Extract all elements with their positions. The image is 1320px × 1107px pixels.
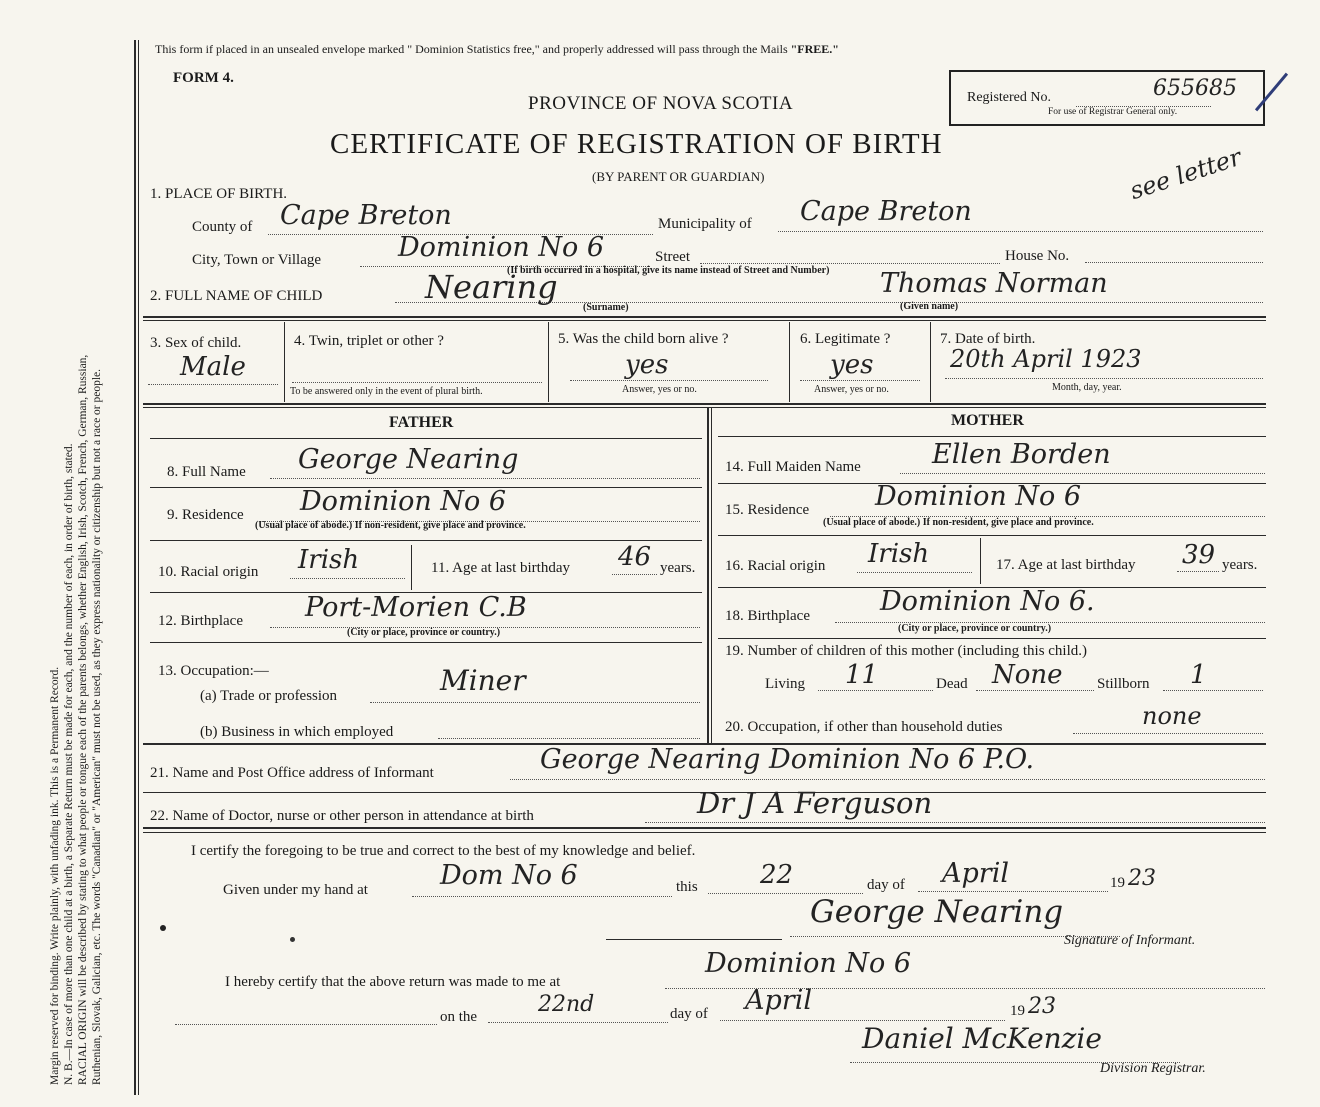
stillborn-label: Stillborn bbox=[1097, 676, 1150, 692]
living-value: 11 bbox=[845, 660, 879, 690]
informant-signature: George Nearing bbox=[810, 894, 1064, 930]
father-trade-label: (a) Trade or profession bbox=[200, 688, 338, 704]
municipality-label: Municipality of bbox=[658, 216, 752, 232]
return-made-label: I hereby certify that the above return was made to me at bbox=[225, 974, 561, 990]
father-racial-origin-value: Irish bbox=[298, 545, 360, 575]
margin-rule bbox=[134, 40, 136, 1095]
mother-age-label: 17. Age at last birthday bbox=[996, 557, 1136, 573]
father-birthplace-label: 12. Birthplace bbox=[158, 613, 243, 629]
given-year-prefix: 19 bbox=[1110, 875, 1125, 891]
father-racial-origin-label: 10. Racial origin bbox=[158, 564, 259, 580]
mother-years-label: years. bbox=[1222, 557, 1258, 573]
father-age-value: 46 bbox=[618, 542, 652, 572]
legitimate-label: 6. Legitimate ? bbox=[800, 331, 891, 347]
mother-name-value: Ellen Borden bbox=[932, 439, 1111, 470]
form-number: FORM 4. bbox=[173, 70, 234, 86]
father-trade-value: Miner bbox=[440, 664, 526, 697]
city-label: City, Town or Village bbox=[192, 252, 322, 268]
father-residence-label: 9. Residence bbox=[167, 507, 244, 523]
born-alive-note: Answer, yes or no. bbox=[622, 384, 697, 395]
date-of-birth-label: 7. Date of birth. bbox=[940, 331, 1036, 347]
city-value: Dominion No 6 bbox=[398, 232, 605, 263]
given-year-value: 23 bbox=[1128, 866, 1156, 891]
father-name-value: George Nearing bbox=[298, 444, 519, 475]
this-label: this bbox=[676, 879, 698, 895]
return-day-value: 22nd bbox=[538, 992, 595, 1017]
doctor-label: 22. Name of Doctor, nurse or other person in attendance at birth bbox=[150, 808, 534, 824]
margin-line-1: Margin reserved for binding. Write plainly, with unfading ink. This is a Permanent Record. bbox=[49, 666, 61, 1085]
given-place-value: Dom No 6 bbox=[440, 860, 578, 891]
return-place-value: Dominion No 6 bbox=[705, 948, 912, 979]
twin-note: To be answered only in the event of plural birth. bbox=[290, 386, 483, 397]
mother-heading: MOTHER bbox=[951, 412, 1024, 429]
stillborn-value: 1 bbox=[1190, 660, 1207, 690]
children-count-label: 19. Number of children of this mother (including this child.) bbox=[725, 643, 1088, 659]
mother-occupation-value: none bbox=[1142, 702, 1202, 730]
street-label: Street bbox=[655, 249, 690, 265]
mother-birthplace-label: 18. Birthplace bbox=[725, 608, 810, 624]
surname-caption: (Surname) bbox=[583, 302, 629, 313]
father-occupation-label: 13. Occupation:— bbox=[158, 663, 269, 679]
mother-residence-label: 15. Residence bbox=[725, 502, 810, 518]
child-name-label: 2. FULL NAME OF CHILD bbox=[150, 288, 323, 304]
child-surname: Nearing bbox=[425, 268, 558, 306]
mother-occupation-label: 20. Occupation, if other than household duties bbox=[725, 719, 1003, 735]
margin-line-3: RACIAL ORIGIN will be described by stating to what people or tongue each of the parents belongs, whether English, Irish, Scotch, French, German, Russian, bbox=[77, 354, 89, 1085]
mother-name-label: 14. Full Maiden Name bbox=[725, 459, 861, 475]
registrar-signature: Daniel McKenzie bbox=[862, 1022, 1102, 1055]
father-birthplace-value: Port-Morien C.B bbox=[305, 592, 527, 623]
mother-residence-value: Dominion No 6 bbox=[875, 481, 1082, 512]
registered-no-label: Registered No. bbox=[967, 90, 1051, 105]
return-day-of-label: day of bbox=[670, 1006, 708, 1022]
date-of-birth-value: 20th April 1923 bbox=[950, 345, 1142, 373]
page-subtitle: (BY PARENT OR GUARDIAN) bbox=[592, 169, 765, 184]
hospital-note: (If birth occurred in a hospital, give its name instead of Street and Number) bbox=[507, 265, 830, 276]
registration-box bbox=[949, 70, 1265, 126]
province-heading: PROVINCE OF NOVA SCOTIA bbox=[528, 93, 794, 114]
father-residence-value: Dominion No 6 bbox=[300, 486, 507, 517]
given-month-value: April bbox=[942, 858, 1009, 889]
county-label: County of bbox=[192, 219, 253, 235]
legitimate-value: yes bbox=[830, 350, 874, 380]
doctor-value: Dr J A Ferguson bbox=[697, 786, 933, 820]
margin-instructions bbox=[48, 35, 138, 1085]
place-of-birth-heading: 1. PLACE OF BIRTH. bbox=[150, 186, 288, 202]
mother-racial-origin-value: Irish bbox=[868, 539, 930, 569]
return-month-value: April bbox=[745, 985, 812, 1016]
day-of-label: day of bbox=[867, 877, 905, 893]
father-birthplace-note: (City or place, province or country.) bbox=[347, 627, 501, 638]
informant-label: 21. Name and Post Office address of Informant bbox=[150, 765, 434, 781]
father-heading: FATHER bbox=[389, 414, 454, 431]
born-alive-label: 5. Was the child born alive ? bbox=[558, 331, 729, 347]
date-of-birth-note: Month, day, year. bbox=[1052, 382, 1122, 393]
mail-notice: This form if placed in an unsealed envelope marked " Dominion Statistics free," and properly addressed will pass through the Mails "FREE." bbox=[155, 42, 839, 56]
see-letter-note: see letter bbox=[1126, 142, 1245, 206]
on-the-label: on the bbox=[440, 1009, 478, 1025]
county-value: Cape Breton bbox=[280, 200, 452, 231]
sex-label: 3. Sex of child. bbox=[150, 335, 242, 351]
born-alive-value: yes bbox=[625, 350, 669, 380]
mother-racial-origin-label: 16. Racial origin bbox=[725, 558, 826, 574]
signature-caption: Signature of Informant. bbox=[1064, 933, 1196, 948]
given-day-value: 22 bbox=[760, 860, 794, 890]
margin-line-4: Ruthenian, Slovak, Galician, etc. The words "Canadian" or "American" must not be used, as they express nationality or citizenship but not a race or people. bbox=[91, 368, 103, 1085]
legitimate-note: Answer, yes or no. bbox=[814, 384, 889, 395]
registrar-caption: Division Registrar. bbox=[1100, 1061, 1206, 1076]
house-no-label: House No. bbox=[1005, 248, 1070, 264]
registrar-general-note: For use of Registrar General only. bbox=[1048, 107, 1178, 117]
dead-label: Dead bbox=[936, 676, 968, 692]
given-under-hand-label: Given under my hand at bbox=[223, 882, 368, 898]
dead-value: None bbox=[992, 660, 1063, 690]
sex-value: Male bbox=[180, 352, 246, 382]
given-name-caption: (Given name) bbox=[900, 301, 959, 312]
father-years-label: years. bbox=[660, 560, 696, 576]
mother-birthplace-note: (City or place, province or country.) bbox=[898, 623, 1052, 634]
living-label: Living bbox=[765, 676, 805, 692]
certify-statement: I certify the foregoing to be true and correct to the best of my knowledge and belief. bbox=[191, 843, 696, 859]
margin-rule-inner bbox=[138, 40, 139, 1095]
twin-label: 4. Twin, triplet or other ? bbox=[294, 333, 444, 349]
mother-birthplace-value: Dominion No 6. bbox=[880, 586, 1095, 617]
municipality-value: Cape Breton bbox=[800, 196, 972, 227]
page-title: CERTIFICATE OF REGISTRATION OF BIRTH bbox=[330, 128, 943, 160]
child-given-name: Thomas Norman bbox=[880, 268, 1108, 299]
return-year-prefix: 19 bbox=[1010, 1003, 1025, 1019]
father-name-label: 8. Full Name bbox=[167, 464, 246, 480]
father-business-label: (b) Business in which employed bbox=[200, 724, 394, 740]
mother-age-value: 39 bbox=[1182, 540, 1216, 570]
registered-no-value: 655685 bbox=[1153, 76, 1237, 101]
return-year-value: 23 bbox=[1028, 994, 1056, 1019]
informant-value: George Nearing Dominion No 6 P.O. bbox=[540, 744, 1035, 775]
father-age-label: 11. Age at last birthday bbox=[431, 560, 570, 576]
mother-residence-note: (Usual place of abode.) If non-resident, give place and province. bbox=[823, 517, 1094, 528]
father-residence-note: (Usual place of abode.) If non-resident, give place and province. bbox=[255, 520, 526, 531]
margin-line-2: N. B.—In case of more than one child at a birth, a Separate Return must be made for each, and the number of each, in order of birth, stated. bbox=[63, 443, 75, 1085]
